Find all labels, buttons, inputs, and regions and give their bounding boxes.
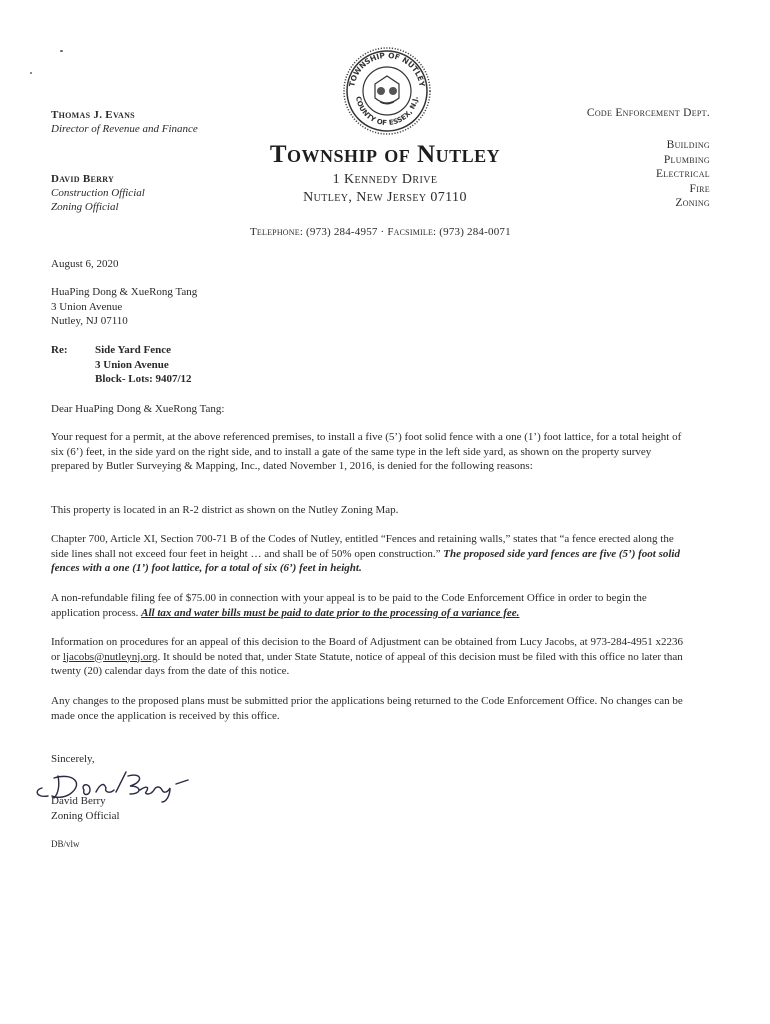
re-block-lots: Block- Lots: 9407/12 (95, 373, 192, 385)
seal-bottom-text: COUNTY OF ESSEX, N.J. (354, 95, 420, 128)
scan-speck (30, 72, 32, 74)
paragraph-request-text: Your request for a permit, at the above referenced premises, to install a five (5’) foot solid fence with a one (1’) foot lattice, for a total height of six (6’) feet, in the side yard on the right side, and to install a gate of the same type in the left side yard, as shown on the property survey prepared by Butler Surveying & Mapping, Inc., dated November 1, 2016, is denied for the following reasons: (51, 431, 682, 472)
paragraph-district-text: This property is located in an R-2 district as shown on the Nutley Zoning Map. (51, 504, 399, 516)
fee-text: A non-refundable filing fee of $75.00 in connection with your appeal is to be paid to the Code Enforcement Office in order to begin the application process. (51, 592, 647, 619)
division-fire: Fire (689, 182, 710, 195)
paragraph-appeal (51, 635, 691, 679)
re-label: Re: (51, 344, 68, 356)
recipient-name: HuaPing Dong & XueRong Tang (51, 286, 198, 298)
official-name: David Berry (51, 173, 115, 185)
paragraph-request (51, 430, 691, 474)
appeal-text-b: . It should be noted that, under State Statute, notice of appeal of this decision must be filed with this office no later than twenty (20) calendar days from the date of this notice. (51, 650, 683, 677)
signer-title: Zoning Official (51, 810, 120, 822)
paragraph-changes-text: Any changes to the proposed plans must be submitted prior the applications being returned to the Code Enforcement Office. No changes can be made once the application is received by this office. (51, 695, 683, 722)
code-citation: Chapter 700, Article XI, Section 700-71 B of the Codes of Nutley, entitled “Fences and retaining walls,” states that “a fence erected along the side lines shall not exceed four feet in height … and shall be of 50% open construction.” (51, 533, 674, 560)
department-name (587, 106, 710, 121)
director-name: Thomas J. Evans (51, 109, 135, 121)
official-title-1: Construction Official (51, 187, 145, 199)
director-block (51, 108, 198, 136)
seal-top-text: TOWNSHIP OF NUTLEY (347, 50, 427, 88)
recipient-street: 3 Union Avenue (51, 300, 123, 313)
svg-text:TOWNSHIP OF NUTLEY (347, 51, 427, 88)
paragraph-changes (51, 694, 691, 723)
contact-line: Telephone: (973) 284-4957 · Facsimile: (973) 284-0071 (250, 226, 511, 238)
division-zoning: Zoning (675, 197, 710, 209)
letter-date: August 6, 2020 (51, 258, 119, 270)
department-label: Code Enforcement Dept. (586, 107, 710, 119)
code-finding: The proposed side yard fences are five (5’) foot solid fences with a one (1’) foot lattice, for a total of six (6’) feet in height. (51, 547, 680, 574)
recipient-city: Nutley, NJ 07110 (51, 315, 128, 327)
re-address: 3 Union Avenue (95, 358, 169, 371)
paragraph-fee (51, 591, 691, 620)
signer-name: David Berry (51, 795, 106, 807)
org-name: Township of Nutley (269, 141, 501, 168)
official-title-2: Zoning Official (51, 201, 119, 213)
scan-speck (60, 50, 63, 52)
paragraph-district (51, 503, 691, 518)
typist-initials: DB/vlw (51, 839, 80, 849)
appeal-email-link[interactable]: ljacobs@nutleynj.org (62, 650, 158, 663)
closing: Sincerely, (51, 753, 95, 765)
fee-tax-notice: All tax and water bills must be paid to date prior to the processing of a variance fee. (141, 606, 520, 619)
svg-text:COUNTY OF ESSEX, N.J. (354, 96, 420, 127)
address-line-2: Nutley, New Jersey 07110 (303, 190, 467, 205)
re-block (51, 343, 691, 387)
recipient-block (51, 285, 691, 329)
division-plumbing: Plumbing (663, 153, 710, 166)
division-electrical: Electrical (655, 168, 710, 180)
township-seal (342, 46, 432, 136)
appeal-text-a: Information on procedures for an appeal of this decision to the Board of Adjustment can be obtained from Lucy Jacobs, at 973-284-4951 x2236 or (51, 636, 684, 663)
re-subject: Side Yard Fence (95, 344, 171, 356)
director-title: Director of Revenue and Finance (51, 123, 198, 135)
division-building: Building (666, 139, 710, 151)
address-line-1: 1 Kennedy Drive (332, 172, 438, 187)
salutation: Dear HuaPing Dong & XueRong Tang: (51, 403, 225, 415)
paragraph-code (51, 532, 691, 576)
